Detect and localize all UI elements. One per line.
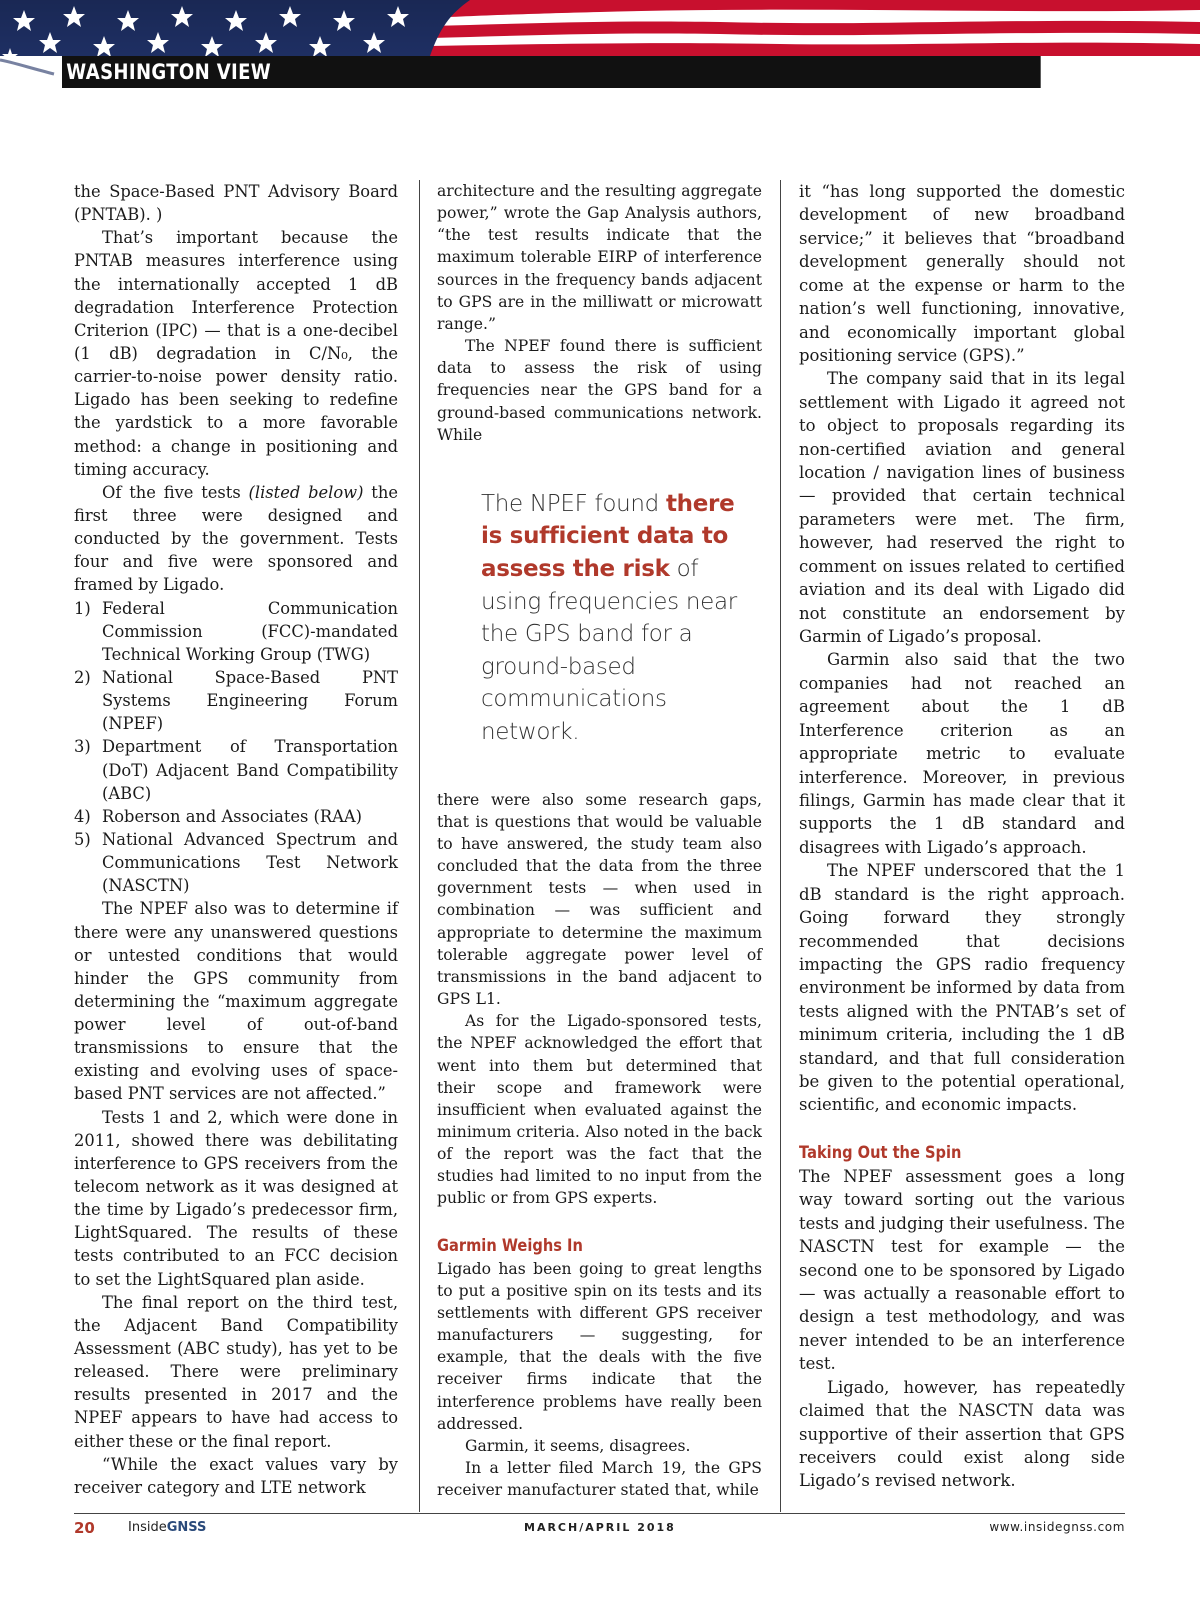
text: the first three were designed and conducted by the government. Tests four and five were sponsored and framed by Ligado. <box>74 482 398 595</box>
pull-quote-text: The NPEF found <box>481 490 666 517</box>
test-list <box>74 597 398 898</box>
issue-date: MARCH/APRIL 2018 <box>524 1521 676 1534</box>
paragraph: Ligado, however, has repeatedly claimed that the NASCTN data was supportive of their assertion that GPS receivers could exist along side Ligado’s revised network. <box>799 1377 1125 1491</box>
list-item <box>74 597 398 666</box>
list-item <box>74 735 398 804</box>
paragraph: The NPEF assessment goes a long way toward sorting out the various tests and judging their usefulness. The NASCTN test for example — the second one to be sponsored by Ligado — was actually a reasonable effort to design a test methodology, and was never intended to be an interference test. <box>799 1166 1125 1374</box>
paragraph: The NPEF found there is sufficient data to assess the risk of using frequencies near the GPS band for a ground-based communications network. While <box>437 337 762 444</box>
paragraph <box>74 481 398 597</box>
magazine-prefix: Inside <box>128 1520 167 1535</box>
paragraph: As for the Ligado-sponsored tests, the NPEF acknowledged the effort that went into them but determined that their scope and framework were insufficient when evaluated against the minimum criteria. Also noted in the back of the report was the fact that the studies had limited to no input from the public or from GPS experts. <box>437 1012 762 1208</box>
footer-rule <box>74 1513 1125 1514</box>
paragraph: “While the exact values vary by receiver category and LTE network <box>74 1454 398 1497</box>
paragraph: Garmin also said that the two companies had not reached an agreement about the 1 dB Interference criterion as an appropriate metric to evaluate interference. Moreover, in previous filings, Garmin has made clear that it supports the 1 dB standard and disagrees with Ligado’s approach. <box>799 650 1125 857</box>
column-rule-1 <box>419 180 420 1512</box>
section-header: WASHINGTON VIEW <box>62 56 1041 88</box>
column-1 <box>74 180 398 1499</box>
paragraph: The NPEF also was to determine if there were any unanswered questions or untested conditions that would hinder the GPS community from determining the “maximum aggregate power level of out-of-band transmissions to ensure that the existing and evolving uses of space-based PNT services are not affected.” <box>74 899 398 1104</box>
paragraph: The NPEF underscored that the 1 dB standard is the right approach. Going forward they strongly recommended that decisions impacting the GPS radio frequency environment be informed by data from tests aligned with the PNTAB’s set of minimum criteria, including the 1 dB standard, and that full consideration be given to the potential operational, scientific, and economic impacts. <box>799 861 1125 1115</box>
subheading: Taking Out the Spin <box>799 1142 962 1163</box>
list-number: 2) <box>74 667 91 687</box>
list-text: Federal Communication Commission (FCC)-mandated Technical Working Group (TWG) <box>102 598 398 664</box>
text: Of the five tests <box>102 482 241 502</box>
paragraph: That’s important because the PNTAB measures interference using the internationally accepted 1 dB degradation Interference Protection Criterion (IPC) — that is a one-decibel (1 dB) degradation in C/N₀, the carrier-to-noise power density ratio. Ligado has been seeking to redefine the yardstick to a more favorable method: a change in positioning and timing accuracy. <box>74 228 398 479</box>
paragraph: The final report on the third test, the Adjacent Band Compatibility Assessment (ABC study), has yet to be released. There were preliminary results presented in 2017 and the NPEF appears to have had access to either these or the final report. <box>74 1292 398 1451</box>
paragraph: The company said that in its legal settlement with Ligado it agreed not to object to proposals regarding its non-certified aviation and general location / navigation lines of business — provided that certain technical parameters were met. The firm, however, had reserved the right to comment on issues related to certified aviation and its deal with Ligado did not constitute an endorsement by Garmin of Ligado’s proposal. <box>799 369 1125 647</box>
emphasis-text: (listed below) <box>248 482 364 502</box>
pull-quote <box>481 488 751 749</box>
pull-quote-text: of using frequencies near the GPS band for a ground-based communications network. <box>481 556 737 746</box>
paragraph: it “has long supported the domestic development of new broadband service;” it believes that “broadband development generally should not come at the expense or harm to the nation’s well functioning, innovative, and economically important global positioning service (GPS).” <box>799 182 1125 365</box>
paragraph: In a letter filed March 19, the GPS receiver manufacturer stated that, while <box>437 1459 762 1500</box>
list-number: 3) <box>74 737 91 757</box>
list-text: Roberson and Associates (RAA) <box>102 806 362 826</box>
paragraph: Tests 1 and 2, which were done in 2011, showed there was debilitating interference to GPS receivers from the telecom network as it was designed at the time by Ligado’s predecessor firm, LightSquared. The results of these tests contributed to an FCC decision to set the LightSquared plan aside. <box>74 1107 398 1289</box>
column-3 <box>799 180 1125 1493</box>
pull-quote-highlight: there is sufficient data to assess the risk <box>481 490 735 583</box>
list-text: National Space-Based PNT Systems Engineering Forum (NPEF) <box>102 667 398 734</box>
list-text: National Advanced Spectrum and Communications Test Network (NASCTN) <box>102 829 398 896</box>
paragraph: there were also some research gaps, that is questions that would be valuable to have answered, the study team also concluded that the data from the three government tests — when used in combination — was sufficient and appropriate to determine the maximum tolerable aggregate power level of transmissions in the band adjacent to GPS L1. <box>437 790 762 1009</box>
list-number: 5) <box>74 829 91 849</box>
magazine-name <box>128 1520 206 1535</box>
paragraph: Ligado has been going to great lengths to put a positive spin on its tests and its settlements with different GPS receiver manufacturers — suggesting, for example, that the deals with the five receiver firms indicate that the interference problems have really been addressed. <box>437 1259 762 1433</box>
paragraph: the Space-Based PNT Advisory Board (PNTAB). ) <box>74 182 398 225</box>
subheading: Garmin Weighs In <box>437 1235 583 1256</box>
list-item <box>74 805 398 828</box>
page-number: 20 <box>74 1519 95 1537</box>
paragraph: Garmin, it seems, disagrees. <box>465 1436 691 1455</box>
list-text: Department of Transportation (DoT) Adjacent Band Compatibility (ABC) <box>102 737 398 803</box>
column-rule-2 <box>780 180 781 1512</box>
list-item <box>74 666 398 735</box>
website-link[interactable]: www.insidegnss.com <box>989 1520 1125 1534</box>
list-number: 4) <box>74 806 91 826</box>
list-item <box>74 828 398 897</box>
column-2 <box>437 180 762 1501</box>
paragraph: architecture and the resulting aggregate power,” wrote the Gap Analysis authors, “the test results indicate that the maximum tolerable EIRP of interference sources in the frequency bands adjacent to GPS are in the milliwatt or microwatt range.” <box>437 182 762 333</box>
page-footer <box>74 1519 1125 1543</box>
magazine-brand: GNSS <box>166 1520 207 1535</box>
list-number: 1) <box>74 598 91 618</box>
